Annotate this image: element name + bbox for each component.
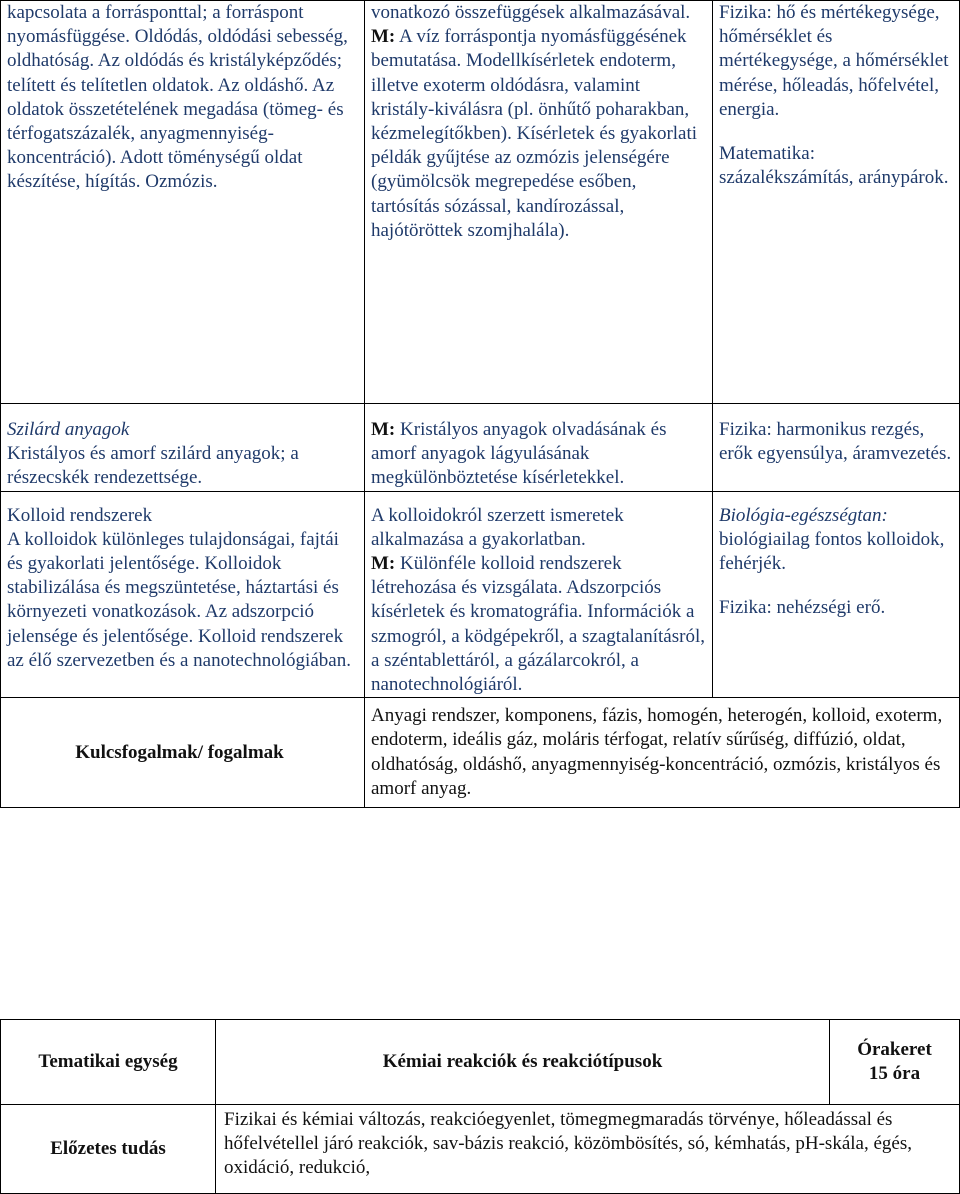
activities-text: Különféle kolloid rendszerek létrehozása és vizsgálata. Adszorpciós kísérletek és kromatográfia. Információk a szmogról, a ködgépekről, a szagtalanításról, a széntablettáról, a gázálarcokról, a nanotechnológiáról. xyxy=(371,553,705,696)
hours-value: 15 óra xyxy=(868,1063,921,1084)
link-text: harmonikus rezgés, erők egyensúlya, áramvezetés. xyxy=(719,419,952,465)
hours-label: Órakeret xyxy=(857,1039,932,1060)
content-cell xyxy=(1,491,365,698)
table-row xyxy=(1,1020,960,1105)
unit-title: Kémiai reakciók és reakciótípusok xyxy=(382,1051,663,1072)
activities-cell xyxy=(365,404,713,492)
link-text: biológiailag fontos kolloidok, fehérjék. xyxy=(719,528,945,575)
content-text: A kolloidok különleges tulajdonságai, fajtái és gyakorlati jelentősége. Kolloidok stabilizálása és megszüntetése, háztartási és környezeti vonatkozások. Az adszorpció jelensége és jelentősége. Kolloid rendszerek az élő szervezetben és a nanotechnológiában. xyxy=(7,528,351,671)
activities-cell xyxy=(365,491,713,698)
links-cell xyxy=(713,491,960,698)
links-cell xyxy=(713,1,960,404)
m-label: M: xyxy=(371,26,396,48)
activities-text: A víz forráspontja nyomásfüggésének bemutatása. Modellkísérletek endoterm, illetve exoterm oldódásra, valamint kristály-kiválásra (pl. önhűtő poharakban, kézmelegítőkben). Kísérletek és gyakorlati példák gyűjtése az ozmózis jelenségére (gyümölcsök megrepedése esőben, tartósítás sózással, kandírozással, hajótöröttek szomjhalála). xyxy=(371,26,698,241)
activities-intro: A kolloidokról szerzett ismeretek alkalmazása a gyakorlatban. xyxy=(371,504,624,550)
keywords-text: Anyagi rendszer, komponens, fázis, homogén, heterogén, kolloid, exoterm, endoterm, ideális gáz, moláris térfogat, relatív sűrűség, diffúzió, oldat, oldhatóság, oldáshő, anyagmennyiség-koncentráció, ozmózis, kristályos és amorf anyag. xyxy=(371,705,943,799)
content-text: Kristályos és amorf szilárd anyagok; a részecskék rendezettsége. xyxy=(7,443,299,489)
prior-cell xyxy=(216,1105,960,1194)
link-text: nehézségi erő. xyxy=(776,597,886,619)
keywords-label: Kulcsfogalmak/ fogalmak xyxy=(75,741,284,763)
activities-text: Kristályos anyagok olvadásának és amorf anyagok lágyulásának megkülönböztetése kísérletekkel. xyxy=(371,419,667,489)
link-label: Fizika: xyxy=(719,2,772,23)
m-label: M: xyxy=(371,553,396,575)
table-row xyxy=(1,698,960,808)
prior-text: Fizikai és kémiai változás, reakcióegyenlet, tömegmegmaradás törvénye, hőleadással és hőfelvétellel járó reakciók, sav-bázis reakció, közömbösítés, só, kémhatás, pH-skála, égés, oxidáció, redukció, xyxy=(224,1109,912,1178)
activities-cell xyxy=(365,1,713,404)
section-heading: Szilárd anyagok xyxy=(7,419,130,440)
unit-label-cell xyxy=(1,1020,216,1105)
content-cell xyxy=(1,1,365,404)
unit-title-cell xyxy=(216,1020,830,1105)
unit-label: Tematikai egység xyxy=(38,1051,178,1072)
content-text: kapcsolata a forrásponttal; a forráspont nyomásfüggése. Oldódás, oldódási sebesség, oldhatóság. Az oldódás és kristályképződés; telített és telítetlen oldatok. Az oldáshő. Az oldatok összetételének megadása (tömeg- és térfogatszázalék, anyagmennyiség-koncentráció). Adott töménységű oldat készítése, hígítás. Ozmózis. xyxy=(7,2,348,193)
link-label: Fizika: xyxy=(719,419,772,440)
prior-label-cell xyxy=(1,1105,216,1194)
section-heading: Kolloid rendszerek xyxy=(7,504,153,526)
links-cell xyxy=(713,404,960,492)
activities-intro: vonatkozó összefüggések alkalmazásával. xyxy=(371,2,691,23)
link-label: Matematika: xyxy=(719,143,816,165)
hours-cell xyxy=(830,1020,960,1105)
table-row xyxy=(1,1,960,404)
m-label: M: xyxy=(371,419,396,440)
table-row xyxy=(1,404,960,492)
prior-label: Előzetes tudás xyxy=(50,1138,166,1159)
table-row xyxy=(1,1105,960,1194)
keywords-label-cell xyxy=(1,698,365,808)
keywords-cell xyxy=(365,698,960,808)
table-row xyxy=(1,491,960,698)
unit-table xyxy=(0,1019,960,1194)
link-label: Biológia-egészségtan: xyxy=(719,504,888,526)
link-label: Fizika: xyxy=(719,597,772,619)
content-cell xyxy=(1,404,365,492)
link-text: hő és mértékegysége, hőmérséklet és mértékegysége, a hőmérséklet mérése, hőleadás, hőfelvétel, energia. xyxy=(719,2,949,120)
link-text: százalékszámítás, aránypárok. xyxy=(719,167,949,189)
